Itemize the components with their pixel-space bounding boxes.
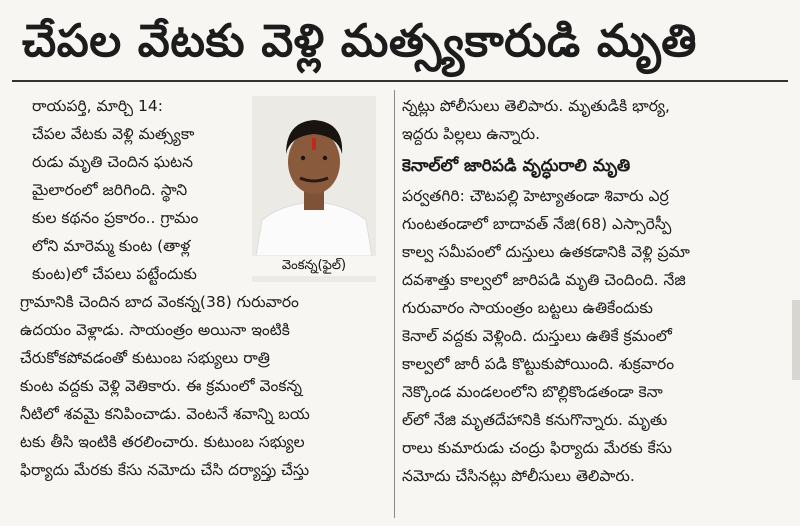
- headline-divider: [12, 80, 788, 82]
- second-body-line: కాల్వలో జారీ పడి కొట్టుకుపోయింది. శుక్రవారం: [402, 355, 675, 373]
- body-line: రాయపర్తి, మార్చి 14:: [32, 97, 163, 115]
- second-body-line: కాల్వ సమీపంలో దుస్తులు ఉతకడానికి వెళ్లి ప్రమా: [402, 243, 690, 261]
- body-line: కుంట)లో చేపలు పట్టేందుకు: [32, 265, 197, 283]
- body-line: టకు తీసి ఇంటికి తరలించారు. కుటుంబ సభ్యుల: [20, 433, 305, 451]
- body-line: చేపల వేటకు వెళ్లి మత్స్యకా: [32, 125, 195, 143]
- body-line: కుంట వద్దకు వెళ్లి వెతికారు. ఈ క్రమంలో వెంకన్న: [20, 377, 302, 395]
- second-body-line: ల్‌లో నేజి మృతదేహానికి కనుగొన్నారు. మృతు: [402, 411, 668, 429]
- second-article-headline: కెనాల్‌లో జారిపడి వృద్ధురాలి మృతి: [402, 156, 631, 176]
- body-line: రుడు మృతి చెందిన ఘటన: [32, 153, 193, 171]
- second-body-line: దవశాత్తు కాల్వలో జారిపడి మృతి చెందింది. నేజి: [402, 271, 686, 289]
- second-body-line: పర్వతగిరి: చౌటపల్లి హెట్యాతండా శివారు ఎర్ర: [402, 187, 669, 205]
- second-body-line: రాలు కుమారుడు చంద్రు ఫిర్యాదు మేరకు కేసు: [402, 439, 673, 457]
- body-line: మైలారంలో జరిగింది. స్థాని: [32, 181, 188, 199]
- article-body-wide: [20, 288, 390, 484]
- second-body-line: కెనాల్ వద్దకు వెళ్లింది. దుస్తులు ఉతికే క్రమంలో: [402, 327, 672, 345]
- person-photo: [252, 96, 376, 282]
- body-line: ఉదయం వెళ్లాడు. సాయంత్రం అయినా ఇంటికి: [20, 321, 290, 339]
- body-line: లోని మారెమ్మ కుంట (తాళ్ల: [32, 237, 191, 255]
- right-column: [402, 92, 762, 490]
- article-headline: చేపల వేటకు వెళ్లి మత్స్యకారుడి మృతి: [22, 14, 697, 67]
- portrait-image: [252, 96, 376, 256]
- body-line: కుల కథనం ప్రకారం.. గ్రామం: [32, 209, 199, 227]
- body-line: చేరుకోకపోవడంతో కుటుంబ సభ్యులు రాత్రి: [20, 349, 270, 367]
- second-body-line: గురువారం సాయంత్రం బట్టలు ఉతికేందుకు: [402, 299, 653, 317]
- body-line: ఫిర్యాదు మేరకు కేసు నమోదు చేసి దర్యాప్తు చేస్తు: [20, 461, 310, 479]
- body-line: నీటిలో శవమై కనిపించాడు. వెంటనే శవాన్ని బయ: [20, 405, 310, 423]
- body-line: గ్రామానికి చెందిన బాద వెంకన్న(38) గురువారం: [20, 293, 299, 311]
- page-edge: [792, 300, 800, 380]
- photo-caption: వెంకన్న(ఫైల్): [252, 256, 376, 276]
- column-divider: [394, 90, 395, 518]
- body-line: న్నట్లు పోలీసులు తెలిపారు. మృతుడికి భార్య,: [402, 97, 670, 115]
- article-body-narrow: [32, 92, 244, 288]
- second-body-line: నెక్కొండ మండలంలోని బొల్లికొండతండా కెనా: [402, 383, 663, 401]
- body-line: ఇద్దరు పిల్లలు ఉన్నారు.: [402, 125, 541, 143]
- second-body-line: గుంటతండాలో బాదావత్ నేజి(68) ఎస్సారెస్పీ: [402, 215, 672, 233]
- second-body-line: నమోదు చేసినట్లు పోలీసులు తెలిపారు.: [402, 467, 635, 485]
